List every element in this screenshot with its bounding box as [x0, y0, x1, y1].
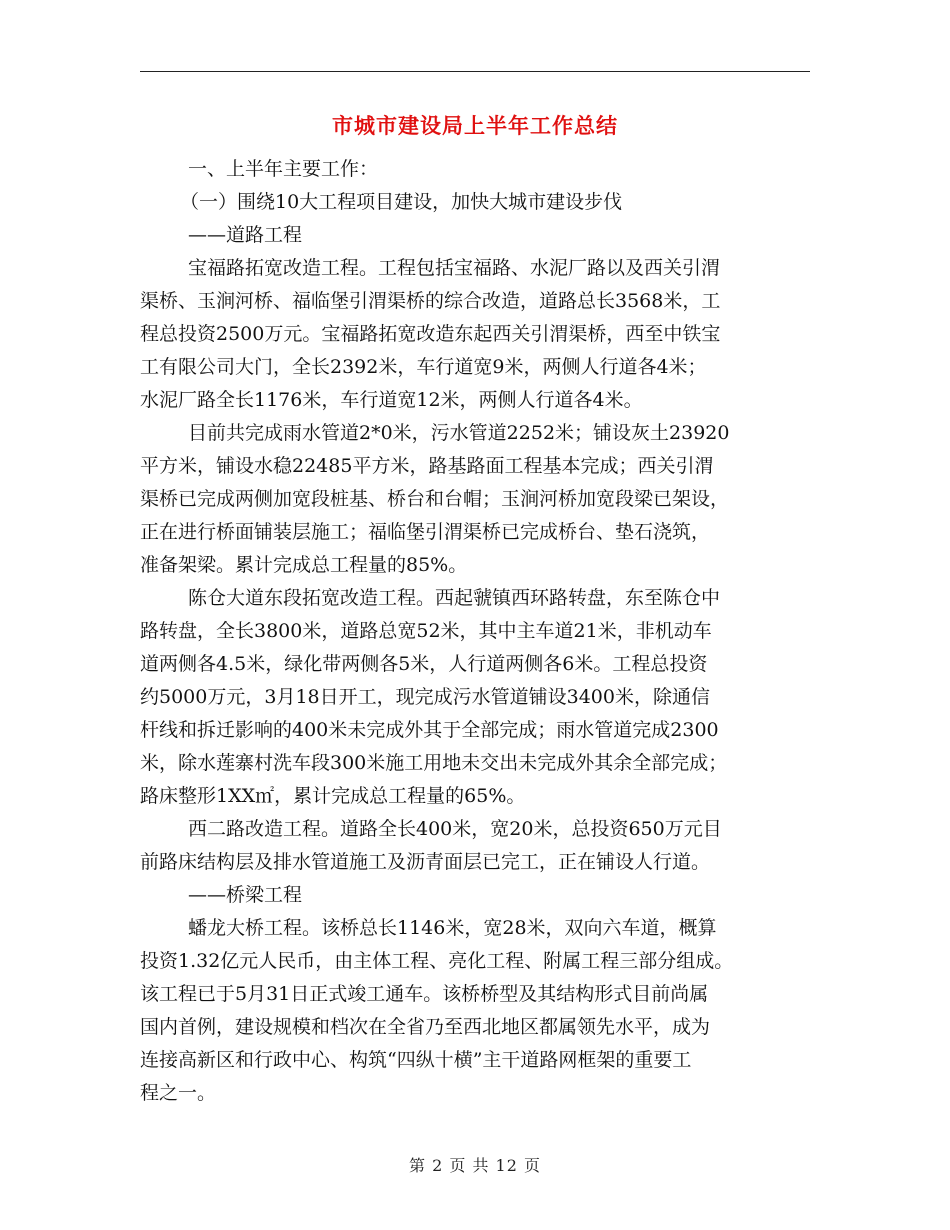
text-line: 投资1.32亿元人民币，由主体工程、亮化工程、附属工程三部分组成。: [140, 950, 734, 972]
document-title: 市城市建设局上半年工作总结: [332, 113, 618, 138]
text-line: 渠桥、玉涧河桥、福临堡引渭渠桥的综合改造，道路总长3568米，工: [140, 290, 721, 312]
text-line: 陈仓大道东段拓宽改造工程。西起虢镇西环路转盘，东至陈仓中: [188, 587, 721, 609]
text-line: 路床整形1XX㎡，累计完成总工程量的65%。: [140, 785, 526, 807]
paragraph-chencang-avenue: [140, 582, 812, 813]
paragraph-baofu-road: [140, 252, 812, 417]
text-line: 杆线和拆迁影响的400米未完成外其于全部完成；雨水管道完成2300: [140, 719, 719, 741]
text-line: 西二路改造工程。道路全长400米，宽20米，总投资650万元目: [188, 818, 722, 840]
text-line: 正在进行桥面铺装层施工；福临堡引渭渠桥已完成桥台、垫石浇筑，: [140, 521, 711, 543]
text-line: 准备架梁。累计完成总工程量的85%。: [140, 554, 468, 576]
text-line: 前路床结构层及排水管道施工及沥青面层已完工，正在铺设人行道。: [140, 851, 711, 873]
text-line: 工有限公司大门，全长2392米，车行道宽9米，两侧人行道各4米；: [140, 356, 707, 378]
text-line: 程之一。: [140, 1082, 217, 1104]
text-line: 渠桥已完成两侧加宽段桩基、桥台和台帽；玉涧河桥加宽段梁已架设，: [140, 488, 730, 510]
page-number: 第 2 页 共 12 页: [409, 1156, 541, 1175]
text-line: 米，除水莲寨村洗车段300米施工用地未交出未完成外其余全部完成；: [140, 752, 728, 774]
text-line: 连接高新区和行政中心、构筑“四纵十横”主干道路网框架的重要工: [140, 1049, 692, 1071]
paragraph-xier-road: [140, 813, 812, 879]
text-line: 蟠龙大桥工程。该桥总长1146米，宽28米，双向六车道，概算: [188, 917, 717, 939]
section-road: ——道路工程: [188, 224, 303, 246]
text-line: 约5000万元，3月18日开工，现完成污水管道铺设3400米，除通信: [140, 686, 710, 708]
header-rule: [140, 71, 810, 72]
text-line: 宝福路拓宽改造工程。工程包括宝福路、水泥厂路以及西关引渭: [188, 257, 721, 279]
paragraph-panlong-bridge: [140, 912, 812, 1110]
paragraph-progress: [140, 417, 812, 582]
heading-subsection: （一）围绕10大工程项目建设，加快大城市建设步伐: [180, 191, 623, 213]
heading-main-work: 一、上半年主要工作：: [188, 158, 379, 180]
text-line: 平方米，铺设水稳22485平方米，路基路面工程基本完成；西关引渭: [140, 455, 714, 477]
text-line: 水泥厂路全长1176米，车行道宽12米，两侧人行道各4米。: [140, 389, 643, 411]
text-line: 该工程已于5月31日正式竣工通车。该桥桥型及其结构形式目前尚属: [140, 983, 709, 1005]
text-line: 国内首例，建设规模和档次在全省乃至西北地区都属领先水平，成为: [140, 1016, 711, 1038]
text-line: 程总投资2500万元。宝福路拓宽改造东起西关引渭渠桥，西至中铁宝: [140, 323, 721, 345]
document-body: [140, 153, 812, 1110]
text-line: 目前共完成雨水管道2*0米，污水管道2252米；铺设灰土23920: [188, 422, 730, 444]
text-line: 路转盘，全长3800米，道路总宽52米，其中主车道21米，非机动车: [140, 620, 712, 642]
text-line: 道两侧各4.5米，绿化带两侧各5米，人行道两侧各6米。工程总投资: [140, 653, 708, 675]
section-bridge: ——桥梁工程: [188, 884, 303, 906]
